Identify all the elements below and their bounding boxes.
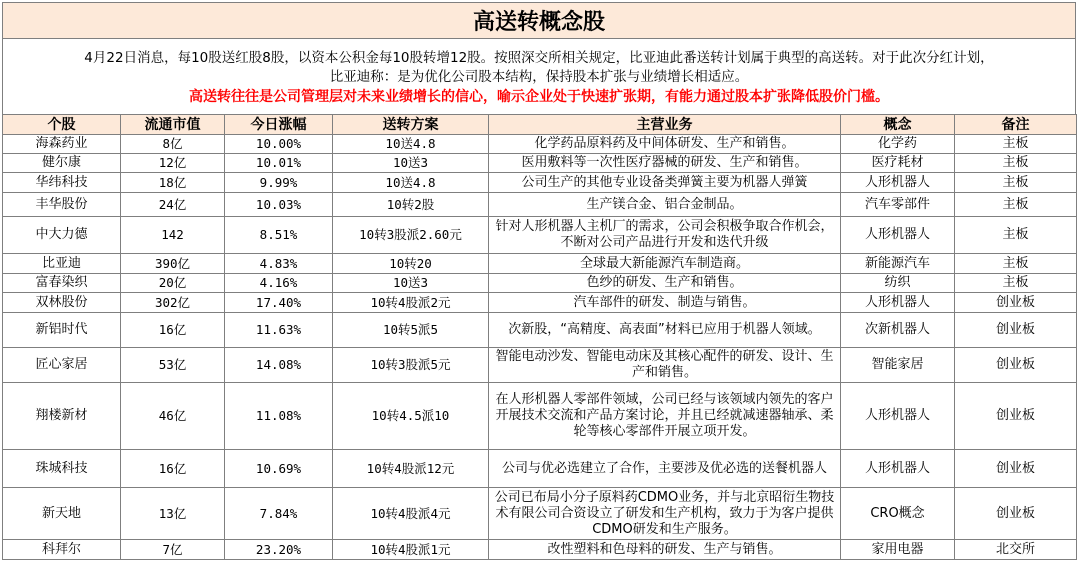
cell-note: 主板 [955, 254, 1077, 274]
table-row [3, 135, 1077, 154]
table-row [3, 488, 1077, 540]
cell-change: 8.51% [225, 217, 333, 254]
table-row [3, 540, 1077, 560]
cell-note: 创业板 [955, 348, 1077, 383]
table-row [3, 313, 1077, 348]
cell-change: 23.20% [225, 540, 333, 560]
cell-business: 汽车部件的研发、制造与销售。 [489, 293, 841, 313]
cell-concept: 家用电器 [841, 540, 955, 560]
cell-change: 7.84% [225, 488, 333, 540]
header-business: 主营业务 [489, 115, 841, 135]
cell-market-cap: 142 [121, 217, 225, 254]
cell-stock: 丰华股份 [3, 193, 121, 217]
cell-change: 10.69% [225, 450, 333, 488]
cell-note: 创业板 [955, 450, 1077, 488]
cell-concept: 人形机器人 [841, 217, 955, 254]
cell-business: 公司已布局小分子原料药CDMO业务，并与北京昭衍生物技术有限公司合资设立了研发和生产机构，致力于为客户提供CDMO研发和生产服务。 [489, 488, 841, 540]
cell-concept: 汽车零部件 [841, 193, 955, 217]
table-row [3, 348, 1077, 383]
cell-stock: 新天地 [3, 488, 121, 540]
cell-market-cap: 390亿 [121, 254, 225, 274]
cell-plan: 10转2股 [333, 193, 489, 217]
cell-concept: 新能源汽车 [841, 254, 955, 274]
intro-line-2: 比亚迪称：是为优化公司股本结构，保持股本扩张与业绩增长相适应。 [329, 69, 749, 85]
cell-note: 主板 [955, 193, 1077, 217]
cell-business: 色纱的研发、生产和销售。 [489, 274, 841, 293]
cell-change: 11.08% [225, 383, 333, 450]
cell-concept: 次新机器人 [841, 313, 955, 348]
stock-table [2, 114, 1077, 560]
cell-plan: 10转4.5派10 [333, 383, 489, 450]
cell-market-cap: 7亿 [121, 540, 225, 560]
cell-plan: 10送3 [333, 154, 489, 173]
cell-concept: 智能家居 [841, 348, 955, 383]
cell-business: 公司与优必选建立了合作，主要涉及优必选的送餐机器人 [489, 450, 841, 488]
cell-note: 主板 [955, 154, 1077, 173]
cell-change: 14.08% [225, 348, 333, 383]
cell-note: 创业板 [955, 293, 1077, 313]
table-row [3, 217, 1077, 254]
table-row [3, 274, 1077, 293]
cell-change: 4.83% [225, 254, 333, 274]
cell-note: 主板 [955, 274, 1077, 293]
cell-stock: 华纬科技 [3, 173, 121, 193]
cell-note: 主板 [955, 217, 1077, 254]
table-row [3, 193, 1077, 217]
table-row [3, 383, 1077, 450]
cell-change: 10.01% [225, 154, 333, 173]
cell-plan: 10送3 [333, 274, 489, 293]
cell-market-cap: 13亿 [121, 488, 225, 540]
intro-line-1: 4月22日消息，每10股送红股8股，以资本公积金每10股转增12股。按照深交所相关规定，比亚迪此番送转计划属于典型的高送转。对于此次分红计划， [84, 50, 994, 66]
header-change: 今日涨幅 [225, 115, 333, 135]
cell-business: 智能电动沙发、智能电动床及其核心配件的研发、设计、生产和销售。 [489, 348, 841, 383]
cell-change: 10.00% [225, 135, 333, 154]
table-row [3, 450, 1077, 488]
cell-concept: 化学药 [841, 135, 955, 154]
cell-change: 17.40% [225, 293, 333, 313]
cell-stock: 海森药业 [3, 135, 121, 154]
cell-change: 9.99% [225, 173, 333, 193]
cell-business: 公司生产的其他专业设备类弹簧主要为机器人弹簧 [489, 173, 841, 193]
header-note: 备注 [955, 115, 1077, 135]
table-header-row [3, 115, 1077, 135]
cell-business: 针对人形机器人主机厂的需求，公司会积极争取合作机会，不断对公司产品进行开发和迭代升级 [489, 217, 841, 254]
cell-market-cap: 16亿 [121, 313, 225, 348]
cell-plan: 10转4股派12元 [333, 450, 489, 488]
cell-concept: 人形机器人 [841, 173, 955, 193]
cell-change: 4.16% [225, 274, 333, 293]
cell-concept: 人形机器人 [841, 293, 955, 313]
header-concept: 概念 [841, 115, 955, 135]
cell-stock: 匠心家居 [3, 348, 121, 383]
cell-change: 10.03% [225, 193, 333, 217]
cell-stock: 中大力德 [3, 217, 121, 254]
cell-business: 改性塑料和色母料的研发、生产与销售。 [489, 540, 841, 560]
cell-business: 全球最大新能源汽车制造商。 [489, 254, 841, 274]
intro-highlight: 高送转往往是公司管理层对未来业绩增长的信心，喻示企业处于快速扩张期，有能力通过股本扩张降低股价门槛。 [189, 89, 889, 105]
cell-plan: 10转3股派2.60元 [333, 217, 489, 254]
cell-stock: 富春染织 [3, 274, 121, 293]
cell-plan: 10转3股派5元 [333, 348, 489, 383]
cell-market-cap: 20亿 [121, 274, 225, 293]
cell-note: 创业板 [955, 383, 1077, 450]
cell-business: 生产镁合金、铝合金制品。 [489, 193, 841, 217]
cell-concept: CRO概念 [841, 488, 955, 540]
cell-change: 11.63% [225, 313, 333, 348]
intro-paragraph [2, 39, 1076, 114]
cell-concept: 医疗耗材 [841, 154, 955, 173]
cell-concept: 人形机器人 [841, 450, 955, 488]
cell-stock: 新铝时代 [3, 313, 121, 348]
cell-business: 医用敷料等一次性医疗器械的研发、生产和销售。 [489, 154, 841, 173]
cell-stock: 科拜尔 [3, 540, 121, 560]
cell-stock: 比亚迪 [3, 254, 121, 274]
table-row [3, 254, 1077, 274]
cell-note: 创业板 [955, 313, 1077, 348]
cell-stock: 翔楼新材 [3, 383, 121, 450]
header-market-cap: 流通市值 [121, 115, 225, 135]
cell-concept: 人形机器人 [841, 383, 955, 450]
cell-note: 主板 [955, 135, 1077, 154]
header-plan: 送转方案 [333, 115, 489, 135]
cell-plan: 10转5派5 [333, 313, 489, 348]
cell-stock: 健尔康 [3, 154, 121, 173]
cell-note: 主板 [955, 173, 1077, 193]
cell-plan: 10转20 [333, 254, 489, 274]
cell-business: 次新股，“高精度、高表面”材料已应用于机器人领域。 [489, 313, 841, 348]
cell-plan: 10转4股派2元 [333, 293, 489, 313]
cell-plan: 10转4股派1元 [333, 540, 489, 560]
table-row [3, 293, 1077, 313]
table-row [3, 173, 1077, 193]
cell-plan: 10送4.8 [333, 135, 489, 154]
cell-business: 在人形机器人零部件领域，公司已经与该领域内领先的客户开展技术交流和产品方案讨论，并且已经就减速器轴承、柔轮等核心零部件开展立项开发。 [489, 383, 841, 450]
cell-market-cap: 46亿 [121, 383, 225, 450]
cell-market-cap: 8亿 [121, 135, 225, 154]
cell-market-cap: 53亿 [121, 348, 225, 383]
cell-market-cap: 24亿 [121, 193, 225, 217]
cell-plan: 10转4股派4元 [333, 488, 489, 540]
cell-note: 创业板 [955, 488, 1077, 540]
cell-plan: 10送4.8 [333, 173, 489, 193]
cell-market-cap: 18亿 [121, 173, 225, 193]
cell-stock: 珠城科技 [3, 450, 121, 488]
table-row [3, 154, 1077, 173]
cell-business: 化学药品原料药及中间体研发、生产和销售。 [489, 135, 841, 154]
cell-market-cap: 12亿 [121, 154, 225, 173]
cell-stock: 双林股份 [3, 293, 121, 313]
cell-note: 北交所 [955, 540, 1077, 560]
sheet-title: 高送转概念股 [2, 2, 1076, 39]
cell-market-cap: 16亿 [121, 450, 225, 488]
header-stock: 个股 [3, 115, 121, 135]
cell-concept: 纺织 [841, 274, 955, 293]
cell-market-cap: 302亿 [121, 293, 225, 313]
